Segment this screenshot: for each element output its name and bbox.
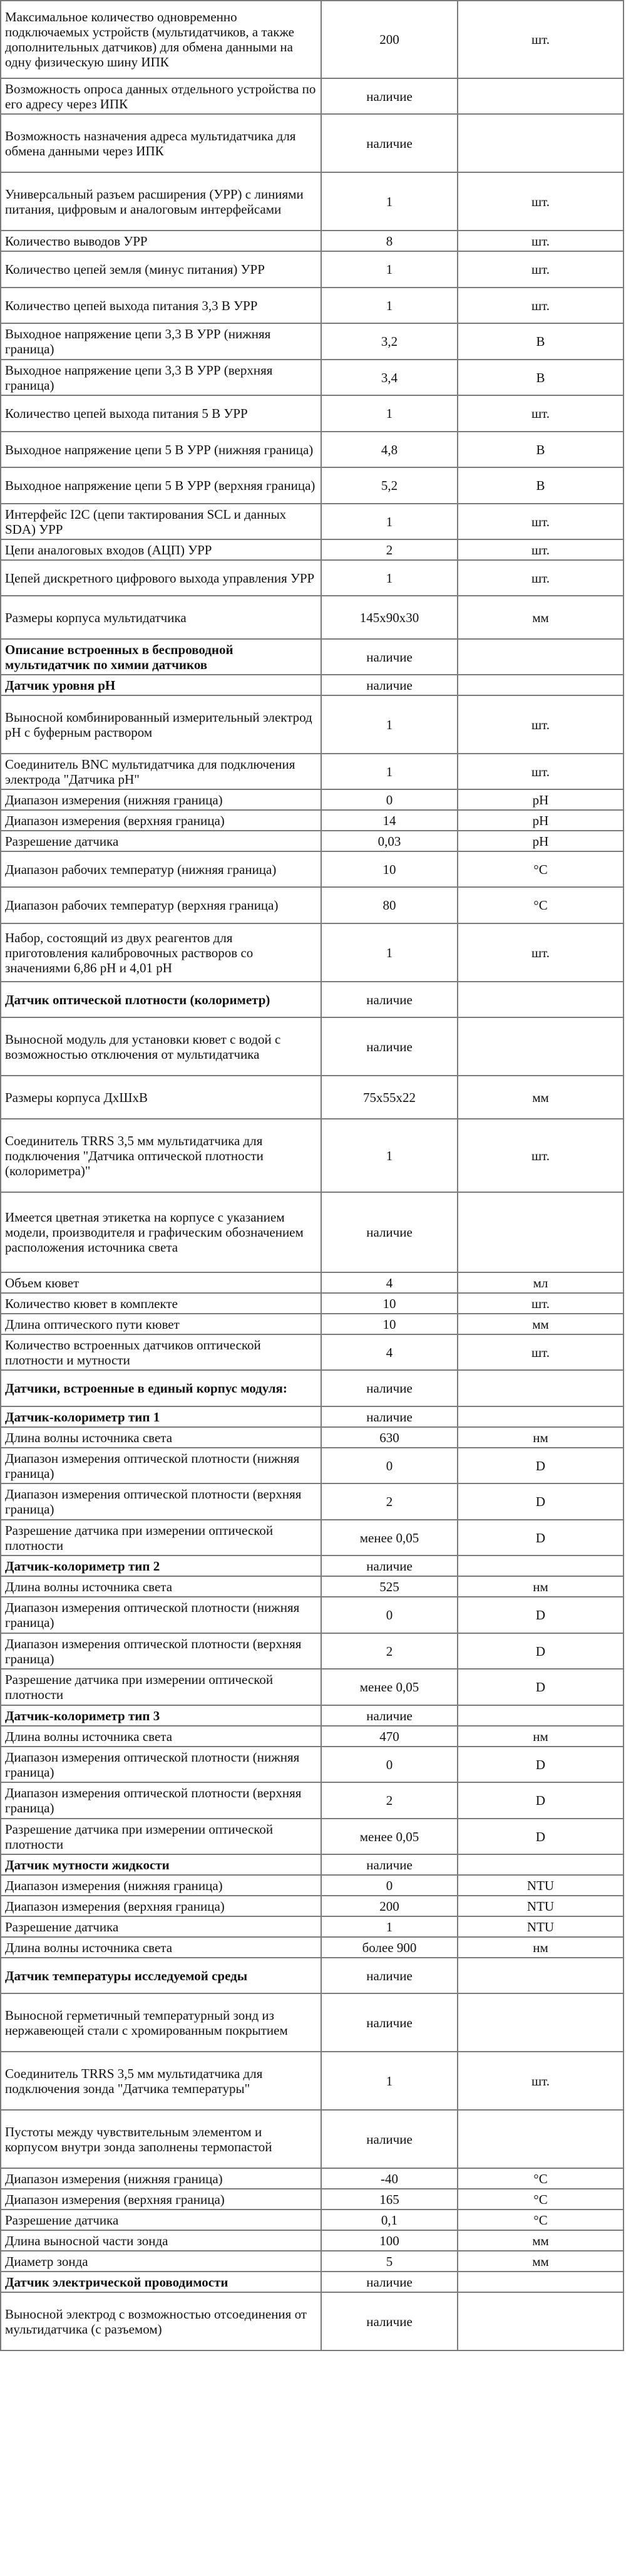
param-unit-cell: °C — [458, 851, 623, 887]
param-unit-cell: pH — [458, 810, 623, 831]
param-name-cell: Количество выводов УРР — [1, 231, 321, 251]
table-row — [1, 78, 623, 114]
param-unit-cell: шт. — [458, 695, 623, 754]
param-unit-cell: нм — [458, 1726, 623, 1747]
param-value-cell: 1 — [321, 2052, 458, 2110]
param-name-cell: Выходное напряжение цепи 5 В УРР (верхняя граница) — [1, 467, 321, 504]
param-name-cell: Пустоты между чувствительным элементом и корпусом внутри зонда заполнены термопастой — [1, 2110, 321, 2168]
param-name-cell: Разрешение датчика — [1, 1916, 321, 1937]
param-value-cell: 4 — [321, 1334, 458, 1370]
param-name-cell: Диапазон измерения (верхняя граница) — [1, 810, 321, 831]
table-row — [1, 1192, 623, 1272]
param-value-cell: наличие — [321, 1555, 458, 1576]
param-value-cell: 80 — [321, 887, 458, 923]
param-name-cell: Описание встроенных в беспроводной мультидатчик по химии датчиков — [1, 639, 321, 675]
param-name-cell: Длина волны источника света — [1, 1576, 321, 1597]
param-value-cell: наличие — [321, 1406, 458, 1427]
param-unit-cell: °C — [458, 2189, 623, 2210]
param-name-cell: Выносной модуль для установки кювет с водой с возможностью отключения от мультидатчика — [1, 1017, 321, 1076]
param-unit-cell — [458, 2272, 623, 2292]
table-row — [1, 1993, 623, 2052]
param-name-cell: Датчик электрической проводимости — [1, 2272, 321, 2292]
table-row — [1, 1483, 623, 1520]
param-value-cell: 1 — [321, 251, 458, 288]
param-value-cell: 2 — [321, 1782, 458, 1819]
param-name-cell: Выходное напряжение цепи 3,3 В УРР (верхняя граница) — [1, 360, 321, 395]
table-row — [1, 789, 623, 810]
param-unit-cell: В — [458, 467, 623, 504]
param-name-cell: Выносной комбинированный измерительный электрод pH с буферным раствором — [1, 695, 321, 754]
param-name-cell: Диапазон измерения (нижняя граница) — [1, 789, 321, 810]
param-name-cell: Диапазон рабочих температур (верхняя граница) — [1, 887, 321, 923]
param-value-cell: 5 — [321, 2251, 458, 2272]
section-header-row — [1, 1555, 623, 1576]
table-row — [1, 172, 623, 231]
table-row — [1, 1747, 623, 1782]
param-name-cell: Количество цепей выхода питания 5 В УРР — [1, 395, 321, 432]
table-row — [1, 1314, 623, 1334]
param-value-cell: 470 — [321, 1726, 458, 1747]
param-name-cell: Разрешение датчика при измерении оптической плотности — [1, 1819, 321, 1854]
param-value-cell: более 900 — [321, 1937, 458, 1958]
param-unit-cell: D — [458, 1633, 623, 1669]
param-value-cell: 2 — [321, 1633, 458, 1669]
param-unit-cell: шт. — [458, 395, 623, 432]
param-unit-cell — [458, 2292, 623, 2350]
param-name-cell: Разрешение датчика при измерении оптической плотности — [1, 1669, 321, 1705]
table-row — [1, 1076, 623, 1119]
param-value-cell: 1 — [321, 172, 458, 231]
table-row — [1, 1937, 623, 1958]
param-value-cell: 1 — [321, 395, 458, 432]
param-unit-cell — [458, 1192, 623, 1272]
param-name-cell: Длина волны источника света — [1, 1937, 321, 1958]
param-name-cell: Длина выносной части зонда — [1, 2230, 321, 2251]
param-unit-cell: нм — [458, 1427, 623, 1448]
param-unit-cell: мм — [458, 1314, 623, 1334]
param-unit-cell: В — [458, 323, 623, 360]
param-name-cell: Объем кювет — [1, 1272, 321, 1293]
param-value-cell: -40 — [321, 2168, 458, 2189]
param-unit-cell — [458, 639, 623, 675]
param-value-cell: 200 — [321, 1896, 458, 1916]
param-unit-cell: мм — [458, 1076, 623, 1119]
param-name-cell: Датчик-колориметр тип 3 — [1, 1705, 321, 1726]
param-unit-cell — [458, 982, 623, 1017]
param-name-cell: Датчик температуры исследуемой среды — [1, 1958, 321, 1993]
table-row — [1, 2168, 623, 2189]
table-row — [1, 1119, 623, 1192]
table-row — [1, 560, 623, 596]
param-unit-cell — [458, 675, 623, 695]
param-value-cell: 0,03 — [321, 831, 458, 851]
table-row — [1, 539, 623, 560]
param-value-cell: 1 — [321, 923, 458, 982]
param-unit-cell: мл — [458, 1272, 623, 1293]
param-unit-cell — [458, 2110, 623, 2168]
param-value-cell: 1 — [321, 754, 458, 789]
param-name-cell: Цепей дискретного цифрового выхода управления УРР — [1, 560, 321, 596]
param-name-cell: Диапазон измерения оптической плотности (нижняя граница) — [1, 1448, 321, 1483]
param-value-cell: наличие — [321, 1958, 458, 1993]
param-name-cell: Длина волны источника света — [1, 1427, 321, 1448]
param-unit-cell: В — [458, 432, 623, 467]
param-value-cell: 5,2 — [321, 467, 458, 504]
param-unit-cell: шт. — [458, 231, 623, 251]
param-value-cell: 4,8 — [321, 432, 458, 467]
param-unit-cell — [458, 114, 623, 172]
param-name-cell: Длина волны источника света — [1, 1726, 321, 1747]
param-unit-cell: шт. — [458, 172, 623, 231]
param-value-cell: наличие — [321, 2110, 458, 2168]
param-unit-cell: D — [458, 1669, 623, 1705]
param-name-cell: Датчик оптической плотности (колориметр) — [1, 982, 321, 1017]
param-value-cell: наличие — [321, 1192, 458, 1272]
param-name-cell: Диапазон измерения оптической плотности (верхняя граница) — [1, 1633, 321, 1669]
param-value-cell: 1 — [321, 560, 458, 596]
param-value-cell: наличие — [321, 1993, 458, 2052]
param-name-cell: Цепи аналоговых входов (АЦП) УРР — [1, 539, 321, 560]
table-row — [1, 2052, 623, 2110]
param-value-cell: 8 — [321, 231, 458, 251]
section-header-row — [1, 1854, 623, 1875]
table-row — [1, 1819, 623, 1854]
param-unit-cell: °C — [458, 2210, 623, 2230]
table-row — [1, 1782, 623, 1819]
param-value-cell: 0 — [321, 1875, 458, 1896]
table-row — [1, 1669, 623, 1705]
table-row — [1, 432, 623, 467]
table-row — [1, 2189, 623, 2210]
param-value-cell: 2 — [321, 539, 458, 560]
param-name-cell: Возможность назначения адреса мультидатчика для обмена данными через ИПК — [1, 114, 321, 172]
param-unit-cell: шт. — [458, 754, 623, 789]
param-unit-cell — [458, 1406, 623, 1427]
param-value-cell: наличие — [321, 1370, 458, 1406]
param-unit-cell — [458, 1993, 623, 2052]
param-unit-cell: °C — [458, 887, 623, 923]
param-value-cell: 2 — [321, 1483, 458, 1520]
section-header-row — [1, 1705, 623, 1726]
param-name-cell: Датчик-колориметр тип 2 — [1, 1555, 321, 1576]
param-unit-cell: D — [458, 1520, 623, 1555]
param-value-cell: наличие — [321, 2272, 458, 2292]
param-unit-cell: °C — [458, 2168, 623, 2189]
param-name-cell: Количество кювет в комплекте — [1, 1293, 321, 1314]
param-unit-cell: шт. — [458, 1334, 623, 1370]
param-unit-cell: шт. — [458, 504, 623, 539]
table-row — [1, 2251, 623, 2272]
table-row — [1, 887, 623, 923]
param-value-cell: наличие — [321, 982, 458, 1017]
param-name-cell: Диапазон измерения (верхняя граница) — [1, 1896, 321, 1916]
param-name-cell: Диапазон измерения (верхняя граница) — [1, 2189, 321, 2210]
param-value-cell: 0 — [321, 789, 458, 810]
table-row — [1, 851, 623, 887]
table-row — [1, 2292, 623, 2350]
param-unit-cell: NTU — [458, 1896, 623, 1916]
param-value-cell: 4 — [321, 1272, 458, 1293]
param-name-cell: Выходное напряжение цепи 5 В УРР (нижняя граница) — [1, 432, 321, 467]
param-name-cell: Разрешение датчика — [1, 2210, 321, 2230]
table-row — [1, 1448, 623, 1483]
param-value-cell: менее 0,05 — [321, 1669, 458, 1705]
param-unit-cell: В — [458, 360, 623, 395]
param-value-cell: наличие — [321, 639, 458, 675]
param-name-cell: Размеры корпуса мультидатчика — [1, 596, 321, 639]
param-name-cell: Датчик уровня pH — [1, 675, 321, 695]
param-unit-cell: нм — [458, 1576, 623, 1597]
table-row — [1, 831, 623, 851]
table-row — [1, 1017, 623, 1076]
param-unit-cell: NTU — [458, 1916, 623, 1937]
param-value-cell: 0 — [321, 1448, 458, 1483]
param-unit-cell — [458, 1705, 623, 1726]
param-unit-cell: мм — [458, 2251, 623, 2272]
param-unit-cell: мм — [458, 2230, 623, 2251]
param-value-cell: наличие — [321, 78, 458, 114]
param-name-cell: Длина оптического пути кювет — [1, 1314, 321, 1334]
section-header-row — [1, 2272, 623, 2292]
param-value-cell: наличие — [321, 2292, 458, 2350]
param-name-cell: Диапазон измерения оптической плотности (верхняя граница) — [1, 1483, 321, 1520]
param-value-cell: 0,1 — [321, 2210, 458, 2230]
param-value-cell: 1 — [321, 1916, 458, 1937]
param-unit-cell — [458, 1017, 623, 1076]
table-row — [1, 504, 623, 539]
section-header-row — [1, 639, 623, 675]
table-row — [1, 395, 623, 432]
param-name-cell: Разрешение датчика при измерении оптической плотности — [1, 1520, 321, 1555]
param-name-cell: Соединитель TRRS 3,5 мм мультидатчика для подключения зонда "Датчика температуры" — [1, 2052, 321, 2110]
table-row — [1, 114, 623, 172]
table-row — [1, 754, 623, 789]
param-unit-cell: D — [458, 1747, 623, 1782]
param-name-cell: Выносной герметичный температурный зонд из нержавеющей стали с хромированным покрытием — [1, 1993, 321, 2052]
param-value-cell: 75x55x22 — [321, 1076, 458, 1119]
param-value-cell: 0 — [321, 1747, 458, 1782]
table-row — [1, 2110, 623, 2168]
table-row — [1, 360, 623, 395]
param-name-cell: Датчики, встроенные в единый корпус модуля: — [1, 1370, 321, 1406]
param-name-cell: Диаметр зонда — [1, 2251, 321, 2272]
param-value-cell: 10 — [321, 851, 458, 887]
table-row — [1, 1726, 623, 1747]
section-header-row — [1, 1406, 623, 1427]
param-name-cell: Количество цепей выхода питания 3,3 В УРР — [1, 288, 321, 323]
table-row — [1, 810, 623, 831]
param-name-cell: Универсальный разъем расширения (УРР) с линиями питания, цифровым и аналоговым интерфейсами — [1, 172, 321, 231]
param-value-cell: 165 — [321, 2189, 458, 2210]
table-row — [1, 231, 623, 251]
table-row — [1, 695, 623, 754]
param-value-cell: наличие — [321, 1854, 458, 1875]
table-row — [1, 1334, 623, 1370]
param-name-cell: Набор, состоящий из двух реагентов для приготовления калибровочных растворов со значениями 6,86 pH и 4,01 pH — [1, 923, 321, 982]
param-value-cell: 1 — [321, 1119, 458, 1192]
param-unit-cell: шт. — [458, 923, 623, 982]
param-value-cell: 14 — [321, 810, 458, 831]
section-header-row — [1, 1370, 623, 1406]
table-row — [1, 1896, 623, 1916]
param-unit-cell: шт. — [458, 288, 623, 323]
param-unit-cell: нм — [458, 1937, 623, 1958]
param-value-cell: 525 — [321, 1576, 458, 1597]
param-value-cell: менее 0,05 — [321, 1819, 458, 1854]
param-unit-cell: D — [458, 1597, 623, 1633]
param-unit-cell — [458, 1958, 623, 1993]
param-unit-cell — [458, 78, 623, 114]
table-row — [1, 288, 623, 323]
table-row — [1, 467, 623, 504]
param-value-cell: 3,4 — [321, 360, 458, 395]
section-header-row — [1, 1958, 623, 1993]
param-value-cell: 10 — [321, 1293, 458, 1314]
param-unit-cell: шт. — [458, 560, 623, 596]
param-value-cell: наличие — [321, 114, 458, 172]
param-unit-cell: D — [458, 1819, 623, 1854]
param-name-cell: Выходное напряжение цепи 3,3 В УРР (нижняя граница) — [1, 323, 321, 360]
param-name-cell: Диапазон измерения оптической плотности (нижняя граница) — [1, 1747, 321, 1782]
param-value-cell: менее 0,05 — [321, 1520, 458, 1555]
table-row — [1, 1293, 623, 1314]
param-value-cell: 3,2 — [321, 323, 458, 360]
section-header-row — [1, 982, 623, 1017]
param-name-cell: Разрешение датчика — [1, 831, 321, 851]
param-value-cell: наличие — [321, 1705, 458, 1726]
param-name-cell: Диапазон измерения оптической плотности (нижняя граница) — [1, 1597, 321, 1633]
table-row — [1, 596, 623, 639]
param-value-cell: 1 — [321, 288, 458, 323]
param-name-cell: Возможность опроса данных отдельного устройства по его адресу через ИПК — [1, 78, 321, 114]
param-value-cell: наличие — [321, 675, 458, 695]
param-unit-cell — [458, 1370, 623, 1406]
param-name-cell: Интерфейс I2C (цепи тактирования SCL и данных SDA) УРР — [1, 504, 321, 539]
param-name-cell: Диапазон измерения (нижняя граница) — [1, 2168, 321, 2189]
param-value-cell: 1 — [321, 504, 458, 539]
param-value-cell: 200 — [321, 1, 458, 78]
param-name-cell: Диапазон измерения (нижняя граница) — [1, 1875, 321, 1896]
param-value-cell: 145x90x30 — [321, 596, 458, 639]
table-row — [1, 1576, 623, 1597]
param-unit-cell: шт. — [458, 1293, 623, 1314]
param-value-cell: 630 — [321, 1427, 458, 1448]
param-name-cell: Количество встроенных датчиков оптической плотности и мутности — [1, 1334, 321, 1370]
table-row — [1, 1427, 623, 1448]
param-value-cell: наличие — [321, 1017, 458, 1076]
param-unit-cell: D — [458, 1483, 623, 1520]
param-unit-cell: pH — [458, 789, 623, 810]
param-unit-cell: pH — [458, 831, 623, 851]
table-row — [1, 1633, 623, 1669]
param-name-cell: Выносной электрод с возможностью отсоединения от мультидатчика (с разъемом) — [1, 2292, 321, 2350]
param-name-cell: Соединитель TRRS 3,5 мм мультидатчика для подключения "Датчика оптической плотности (колориметра)" — [1, 1119, 321, 1192]
param-unit-cell: мм — [458, 596, 623, 639]
param-name-cell: Диапазон измерения оптической плотности (верхняя граница) — [1, 1782, 321, 1819]
param-unit-cell — [458, 1854, 623, 1875]
param-name-cell: Количество цепей земля (минус питания) УРР — [1, 251, 321, 288]
param-name-cell: Размеры корпуса ДхШхВ — [1, 1076, 321, 1119]
param-unit-cell: шт. — [458, 539, 623, 560]
param-value-cell: 10 — [321, 1314, 458, 1334]
param-name-cell: Максимальное количество одновременно подключаемых устройств (мультидатчиков, а также дополнительных датчиков) для обмена данными на одну физическую шину ИПК — [1, 1, 321, 78]
param-name-cell: Датчик-колориметр тип 1 — [1, 1406, 321, 1427]
table-row — [1, 1520, 623, 1555]
param-name-cell: Имеется цветная этикетка на корпусе с указанием модели, производителя и графическим обозначением расположения источника света — [1, 1192, 321, 1272]
table-row — [1, 923, 623, 982]
param-value-cell: 1 — [321, 695, 458, 754]
param-unit-cell — [458, 1555, 623, 1576]
spec-table-body — [1, 1, 623, 2350]
param-unit-cell: D — [458, 1782, 623, 1819]
param-unit-cell: шт. — [458, 1, 623, 78]
table-row — [1, 2210, 623, 2230]
table-row — [1, 1916, 623, 1937]
table-row — [1, 1, 623, 78]
param-unit-cell: NTU — [458, 1875, 623, 1896]
table-row — [1, 1597, 623, 1633]
param-name-cell: Диапазон рабочих температур (нижняя граница) — [1, 851, 321, 887]
param-value-cell: 100 — [321, 2230, 458, 2251]
table-row — [1, 1875, 623, 1896]
param-unit-cell: D — [458, 1448, 623, 1483]
section-header-row — [1, 675, 623, 695]
param-name-cell: Датчик мутности жидкости — [1, 1854, 321, 1875]
param-unit-cell: шт. — [458, 251, 623, 288]
param-name-cell: Соединитель BNC мультидатчика для подключения электрода "Датчика pH" — [1, 754, 321, 789]
table-row — [1, 1272, 623, 1293]
param-unit-cell: шт. — [458, 2052, 623, 2110]
table-row — [1, 323, 623, 360]
table-row — [1, 251, 623, 288]
param-value-cell: 0 — [321, 1597, 458, 1633]
param-unit-cell: шт. — [458, 1119, 623, 1192]
table-row — [1, 2230, 623, 2251]
